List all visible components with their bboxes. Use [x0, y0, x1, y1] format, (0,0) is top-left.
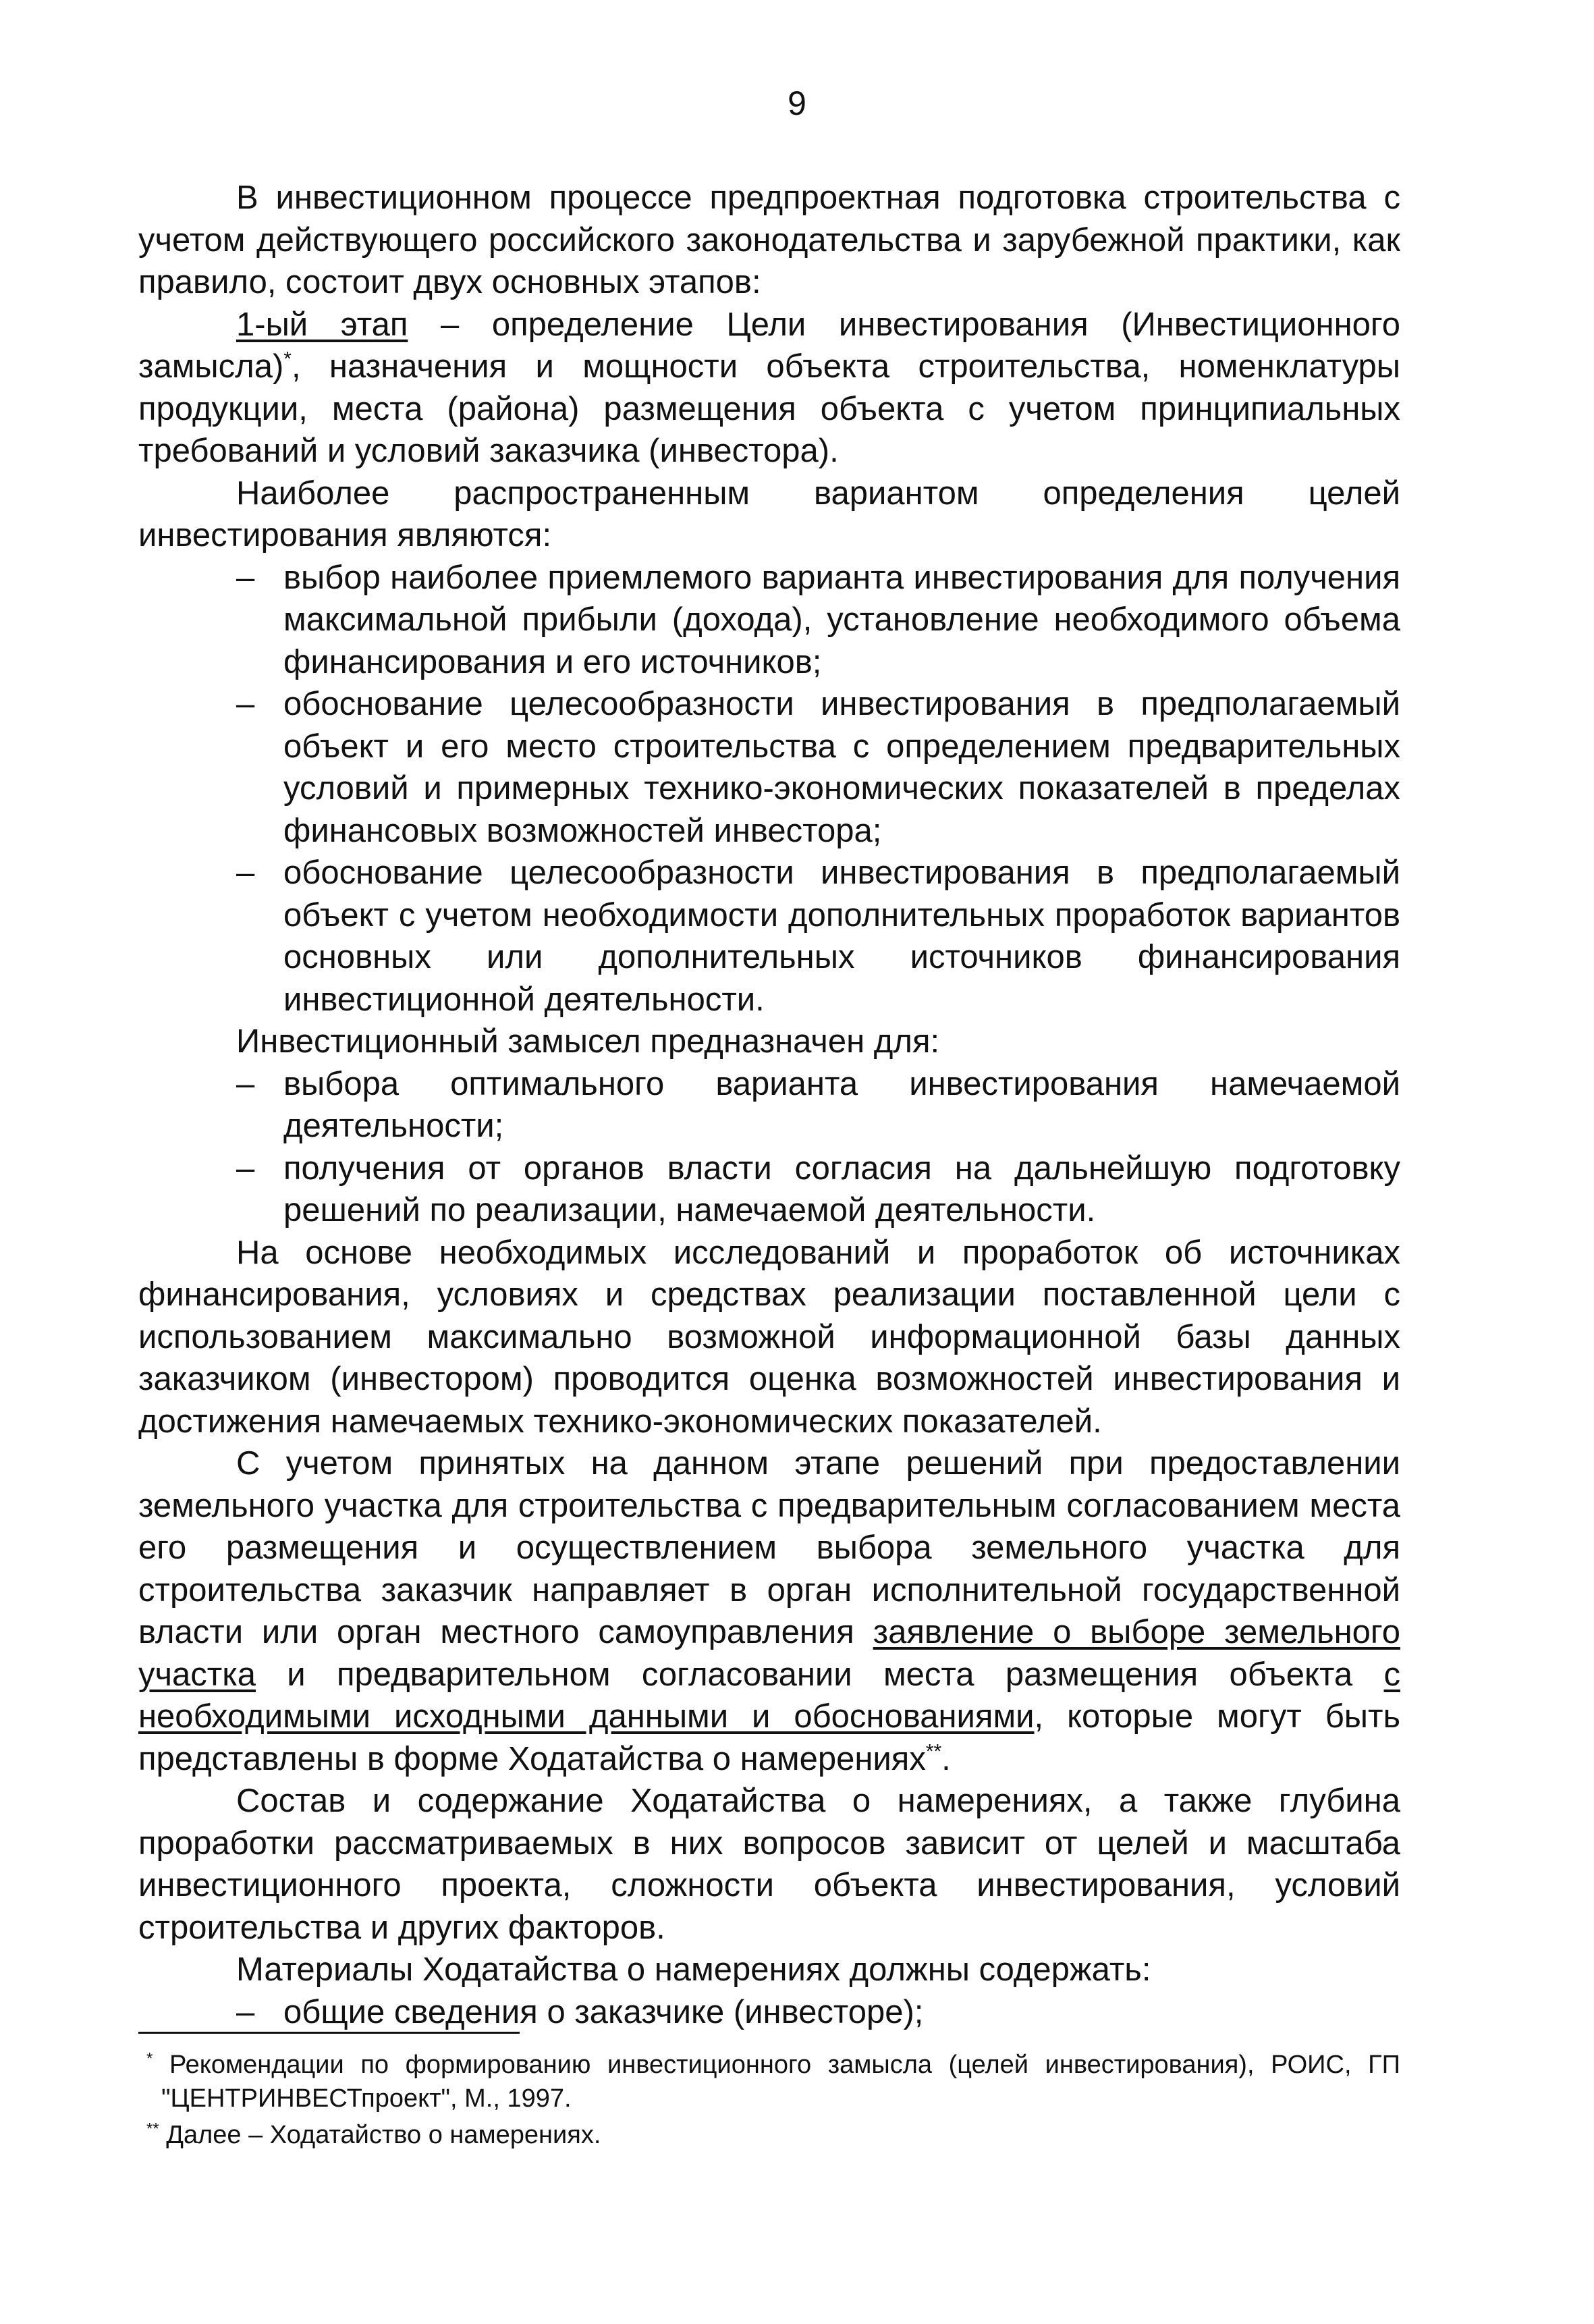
paragraph-decisions — [138, 1442, 1400, 1780]
dash-marker: – — [236, 686, 255, 722]
list-item — [138, 1147, 1400, 1232]
stage-1-text-a: – определение Цели инвестирования (Инвестиционного замысла) — [138, 306, 1400, 385]
footnotes — [138, 2048, 1400, 2155]
main-text — [138, 177, 1400, 2033]
list-item-text: выбора оптимального варианта инвестирования намечаемой деятельности; — [283, 1065, 1400, 1144]
decisions-text-c: , которые могут быть представлены в форме Ходатайства о намерениях — [138, 1698, 1400, 1777]
footnote-mark-1: * — [283, 348, 292, 371]
list-item-text: обоснование целесообразности инвестирования в предполагаемый объект и его место строительства с определением предварительных условий и примерных технико-экономических показателей в пределах финансовых возможностей инвестора; — [283, 686, 1400, 849]
decisions-text-a: С учетом принятых на данном этапе решений при предоставлении земельного участка для строительства с предварительным согласованием места его размещения и осуществлением выбора земельного участка для строительства заказчик направляет в орган исполнительной государственной власти или орган местного самоуправления — [138, 1445, 1400, 1650]
footnote-2-text: Далее – Ходатайство о намерениях. — [166, 2121, 601, 2149]
footnote-2 — [138, 2118, 1400, 2152]
list-item — [138, 852, 1400, 1021]
page-number: 9 — [788, 84, 806, 122]
footnote-1-text: Рекомендации по формированию инвестиционного замысла (целей инвестирования), РОИС, ГП "ЦЕНТРИНВЕСТпроект", М., 1997. — [161, 2051, 1400, 2113]
footnote-1-mark: * — [146, 2049, 153, 2068]
decisions-text-d: . — [941, 1740, 951, 1777]
decisions-text-b: и предварительном согласовании места размещения объекта — [256, 1656, 1384, 1693]
list-item — [138, 683, 1400, 852]
footnote-1 — [138, 2048, 1400, 2115]
paragraph-intro: В инвестиционном процессе предпроектная подготовка строительства с учетом действующего российского законодательства и зарубежной практики, как правило, состоит двух основных этапов: — [138, 180, 1400, 300]
paragraph-variants-intro: Наиболее распространенным вариантом определения целей инвестирования являются: — [138, 475, 1400, 553]
paragraph-purpose-intro: Инвестиционный замысел предназначен для: — [236, 1023, 940, 1060]
paragraph-stage-1 — [138, 304, 1400, 472]
decisions-underlined-2: с необходимыми исходными данными и обоснованиями — [138, 1656, 1400, 1735]
dash-marker: – — [236, 1065, 255, 1102]
list-item-text: получения от органов власти согласия на дальнейшую подготовку решений по реализации, намечаемой деятельности. — [283, 1150, 1400, 1228]
dash-marker: – — [236, 1993, 255, 2030]
footnote-2-mark: ** — [146, 2119, 159, 2138]
footnote-mark-2: ** — [925, 1740, 942, 1763]
list-item — [138, 1063, 1400, 1147]
list-item — [138, 557, 1400, 684]
paragraph-research: На основе необходимых исследований и проработок об источниках финансирования, условиях и средствах реализации поставленной цели с использованием максимально возможной информационной базы данных заказчиком (инвестором) проводится оценка возможностей инвестирования и достижения намечаемых технико-экономических показателей. — [138, 1234, 1400, 1440]
footnote-divider — [138, 2032, 520, 2034]
dash-marker: – — [236, 559, 255, 596]
list-item-text: выбор наиболее приемлемого варианта инвестирования для получения максимальной прибыли (дохода), установление необходимого объема финансирования и его источников; — [283, 559, 1400, 680]
list-item-text: обоснование целесообразности инвестирования в предполагаемый объект с учетом необходимости дополнительных проработок вариантов основных или дополнительных источников финансирования инвестиционной деятельности. — [283, 855, 1400, 1018]
paragraph-composition: Состав и содержание Ходатайства о намерениях, а также глубина проработки рассматриваемых в них вопросов зависит от целей и масштаба инвестиционного проекта, сложности объекта инвестирования, условий строительства и других факторов. — [138, 1783, 1400, 1946]
dash-marker: – — [236, 855, 255, 891]
list-item — [138, 1991, 1400, 2034]
list-item-text: общие сведения о заказчике (инвесторе); — [283, 1993, 924, 2030]
stage-1-label: 1-ый этап — [236, 306, 408, 343]
stage-1-text-b: , назначения и мощности объекта строительства, номенклатуры продукции, места (района) размещения объекта с учетом принципиальных требований и условий заказчика (инвестора). — [138, 348, 1400, 469]
decisions-underlined-1: заявление о выборе земельного участка — [138, 1614, 1400, 1693]
dash-marker: – — [236, 1150, 255, 1187]
paragraph-materials-intro: Материалы Ходатайства о намерениях должны содержать: — [236, 1951, 1151, 1988]
